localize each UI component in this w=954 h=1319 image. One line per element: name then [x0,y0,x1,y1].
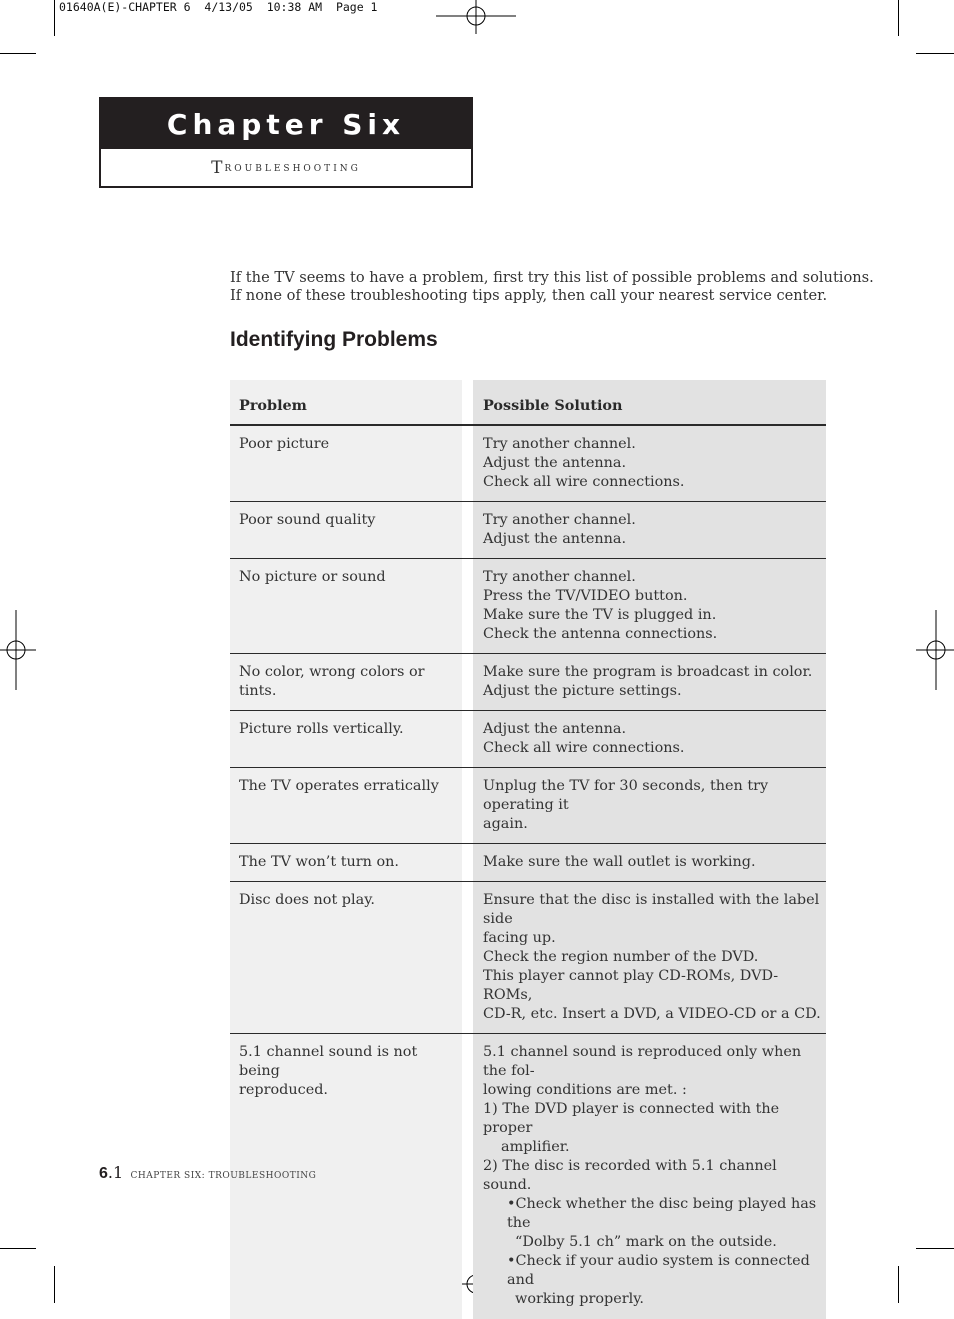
solution-text: Try another channel. [483,436,636,452]
problem-text: No color, wrong colors or tints. [239,664,425,699]
solution-text: Try another channel. [483,569,636,585]
solution-text: 5.1 channel sound is reproduced only when the fol- [483,1044,802,1079]
solution-text: Make sure the TV is plugged in. [483,607,717,623]
solution-cell [473,844,826,881]
solution-cell [473,882,826,1033]
solution-text: again. [483,816,528,832]
page-number-minor: .1 [107,1163,124,1182]
solution-text: Adjust the antenna. [483,455,627,471]
chapter-subtitle-rest: roubleshooting [224,160,361,175]
solution-text: Adjust the antenna. [483,531,627,547]
crop-mark [916,53,954,54]
solution-text: Ensure that the disc is installed with the label side [483,892,820,927]
printer-slug: 01640A(E)-CHAPTER 6 4/13/05 10:38 AM Page 1 [59,0,378,14]
problem-cell [230,844,462,881]
intro-line: If none of these troubleshooting tips apply, then call your nearest service center. [230,287,828,304]
solution-text: •Check if your audio system is connected and [507,1253,810,1288]
registration-mark-icon [436,0,516,34]
page-number: 6 [99,1165,108,1182]
crop-mark [898,0,899,36]
crop-mark [54,1266,55,1303]
solution-text: amplifier. [501,1139,570,1155]
chapter-header [99,97,473,188]
troubleshooting-table [230,380,826,1319]
problem-cell [230,882,462,1033]
crop-mark [0,1248,36,1249]
table-row [230,768,826,844]
problem-text: Poor picture [239,436,330,452]
section-heading: Identifying Problems [230,328,438,351]
problem-text: The TV operates erratically [239,778,439,794]
crop-mark [916,1248,954,1249]
page-footer [99,1163,316,1183]
header-solution: Possible Solution [483,397,623,414]
problem-cell [230,711,462,767]
solution-cell [473,1034,826,1319]
problem-cell [230,426,462,501]
header-problem-cell [230,380,462,424]
solution-text: CD-R, etc. Insert a DVD, a VIDEO-CD or a CD. [483,1006,821,1022]
solution-text: Adjust the picture settings. [483,683,682,699]
problem-text: Picture rolls vertically. [239,721,404,737]
running-head: CHAPTER SIX: TROUBLESHOOTING [130,1171,317,1181]
intro-paragraph [230,269,874,305]
solution-text: 2) The disc is recorded with 5.1 channel sound. [483,1158,777,1193]
solution-text: Press the TV/VIDEO button. [483,588,688,604]
table-row [230,426,826,502]
registration-mark-icon [0,610,36,690]
solution-cell [473,502,826,558]
solution-cell [473,768,826,843]
chapter-title: Chapter Six [101,99,471,149]
solution-text: “Dolby 5.1 ch” mark on the outside. [515,1234,777,1250]
solution-text: 1) The DVD player is connected with the proper [483,1101,780,1136]
registration-mark-icon [916,610,954,690]
problem-cell [230,654,462,710]
table-row [230,711,826,768]
problem-text: reproduced. [239,1082,328,1098]
solution-text: Make sure the program is broadcast in color. [483,664,813,680]
crop-mark [0,53,36,54]
table-row [230,654,826,711]
solution-text: Check the antenna connections. [483,626,718,642]
solution-text: •Check whether the disc being played has the [507,1196,817,1231]
solution-text: This player cannot play CD-ROMs, DVD-ROMs, [483,968,779,1003]
problem-cell [230,768,462,843]
table-row [230,1034,826,1319]
chapter-subtitle [101,149,471,186]
problem-text: The TV won’t turn on. [239,854,399,870]
solution-text: Adjust the antenna. [483,721,627,737]
intro-line: If the TV seems to have a problem, first try this list of possible problems and solutions. [230,269,874,286]
solution-text: working properly. [515,1291,644,1307]
header-problem: Problem [239,397,307,414]
problem-text: No picture or sound [239,569,386,585]
solution-text: Check all wire connections. [483,740,685,756]
problem-cell [230,502,462,558]
problem-text: 5.1 channel sound is not being [239,1044,418,1079]
table-row [230,844,826,882]
problem-text: Poor sound quality [239,512,376,528]
table-row [230,882,826,1034]
solution-cell [473,426,826,501]
solution-cell [473,654,826,710]
crop-mark [898,1266,899,1303]
table-row [230,559,826,654]
problem-text: Disc does not play. [239,892,375,908]
solution-cell [473,711,826,767]
solution-text: Try another channel. [483,512,636,528]
solution-text: lowing conditions are met. : [483,1082,687,1098]
solution-cell [473,559,826,653]
problem-cell [230,559,462,653]
solution-text: Unplug the TV for 30 seconds, then try operating it [483,778,769,813]
table-row [230,502,826,559]
chapter-subtitle-initial: T [211,157,225,178]
solution-text: facing up. [483,930,556,946]
header-solution-cell [473,380,826,424]
crop-mark [54,0,55,36]
solution-text: Check the region number of the DVD. [483,949,759,965]
solution-text: Check all wire connections. [483,474,685,490]
solution-text: Make sure the wall outlet is working. [483,854,756,870]
table-header-row [230,380,826,426]
